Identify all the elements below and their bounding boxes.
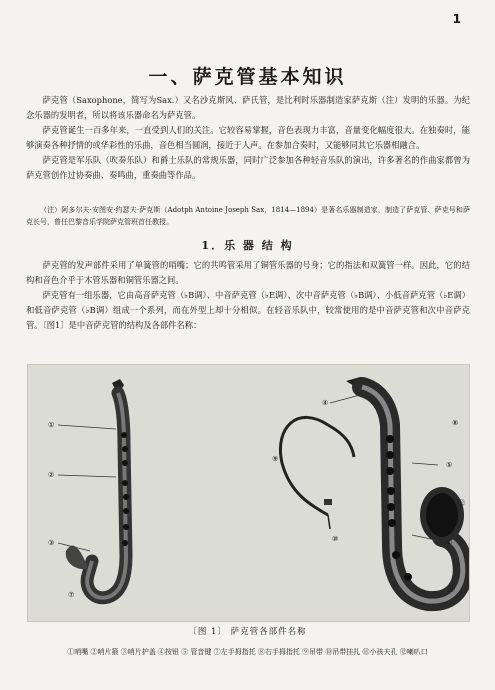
figure-legend: ①哨嘴 ②哨片箍 ③哨片护盖 ④按钮 ⑤ 管音键 ⑦左手拇指托 ⑧右手拇指托 ⑨吊带 ⑩吊带挂扎 ⑪小孩夫孔 ⑫喇叭口 [67,648,428,656]
neck-strap [280,417,354,529]
intro-paragraph: 萨克管（Saxophone，简写为Sax.）又名沙克斯风、萨氏管，是比利时乐器制造家萨克斯（注）发明的乐器。为纪念乐器的发明者，所以将该乐器命名为萨克管。 [26,95,470,120]
structure-paragraph: 萨克管有一组乐器，它由高音萨克管（♭B调）、中音萨克管（♭E调）、次中音萨克管（♭B调）、小低音萨克管（♭E调）和低音萨克管（♭B调）组成一个系列，而在外型上却十分相似。在轻音乐队中，较常使用的是中音萨克管和次中音萨克管。〔图1〕是中音萨克管的结构及各部件名称： [26,290,470,330]
callout-number: ⑪ [448,585,455,593]
intro-paragraph: 萨克管诞生一百多年来，一直受到人们的关注。它较容易掌握，音色表现力丰富，音量变化幅度很大。在独奏时，能够演奏各种抒情的或华彩性的乐曲，音色相当圆润，接近于人声。在参加合奏时，又能够同其它乐器相融合。 [26,125,470,150]
page-number: 1 [452,12,461,26]
callout-number: ② [48,471,55,479]
saxophone-illustration [28,365,469,621]
figure-caption: 〔图 1〕 萨克管各部件名称 [188,627,307,637]
footnote [26,204,470,228]
chapter-title: 一、萨克管基本知识 [148,66,347,88]
structure-text [26,258,470,333]
callout-number: ⑩ [332,535,339,543]
callout-number: ③ [48,539,55,547]
intro-paragraph: 萨克管是军乐队（吹奏乐队）和爵士乐队的常规乐器，同时广泛参加各种轻音乐队的演出，许多著名的作曲家都曾为萨克管创作过协奏曲、奏鸣曲，重奏曲等作品。 [26,155,470,180]
callout-number: ⑦ [68,591,75,599]
saxophone-side-view [58,379,129,598]
saxophone-figure [27,364,470,622]
intro-text [26,93,470,183]
callout-number: ⑥ [446,539,453,547]
footnote-text: （注）阿多尔夫·安图安·约瑟夫·萨克斯（Adotph Antoine Joseph Sax，1814—1894）是著名乐器制造家，制造了萨克管、萨克号和萨克长号，曾任巴黎音乐学院萨克管班首任教授。 [26,206,470,226]
callout-number: ⑧ [452,419,459,427]
callout-number: ⑨ [272,455,279,463]
callout-number: ⑤ [446,461,453,469]
callout-number: ④ [322,399,329,407]
section-title: 1．乐 器 结 构 [201,239,294,252]
saxophone-front-view [330,377,464,601]
structure-paragraph: 萨克管的发声部件采用了单簧管的哨嘴；它的共鸣管采用了铜管乐器的号身；它的指法和双簧管一样。因此，它的结构和音色介乎于木管乐器和铜管乐器之间。 [26,260,470,285]
callout-number: ⑫ [458,499,465,507]
callout-number: ① [48,421,55,429]
